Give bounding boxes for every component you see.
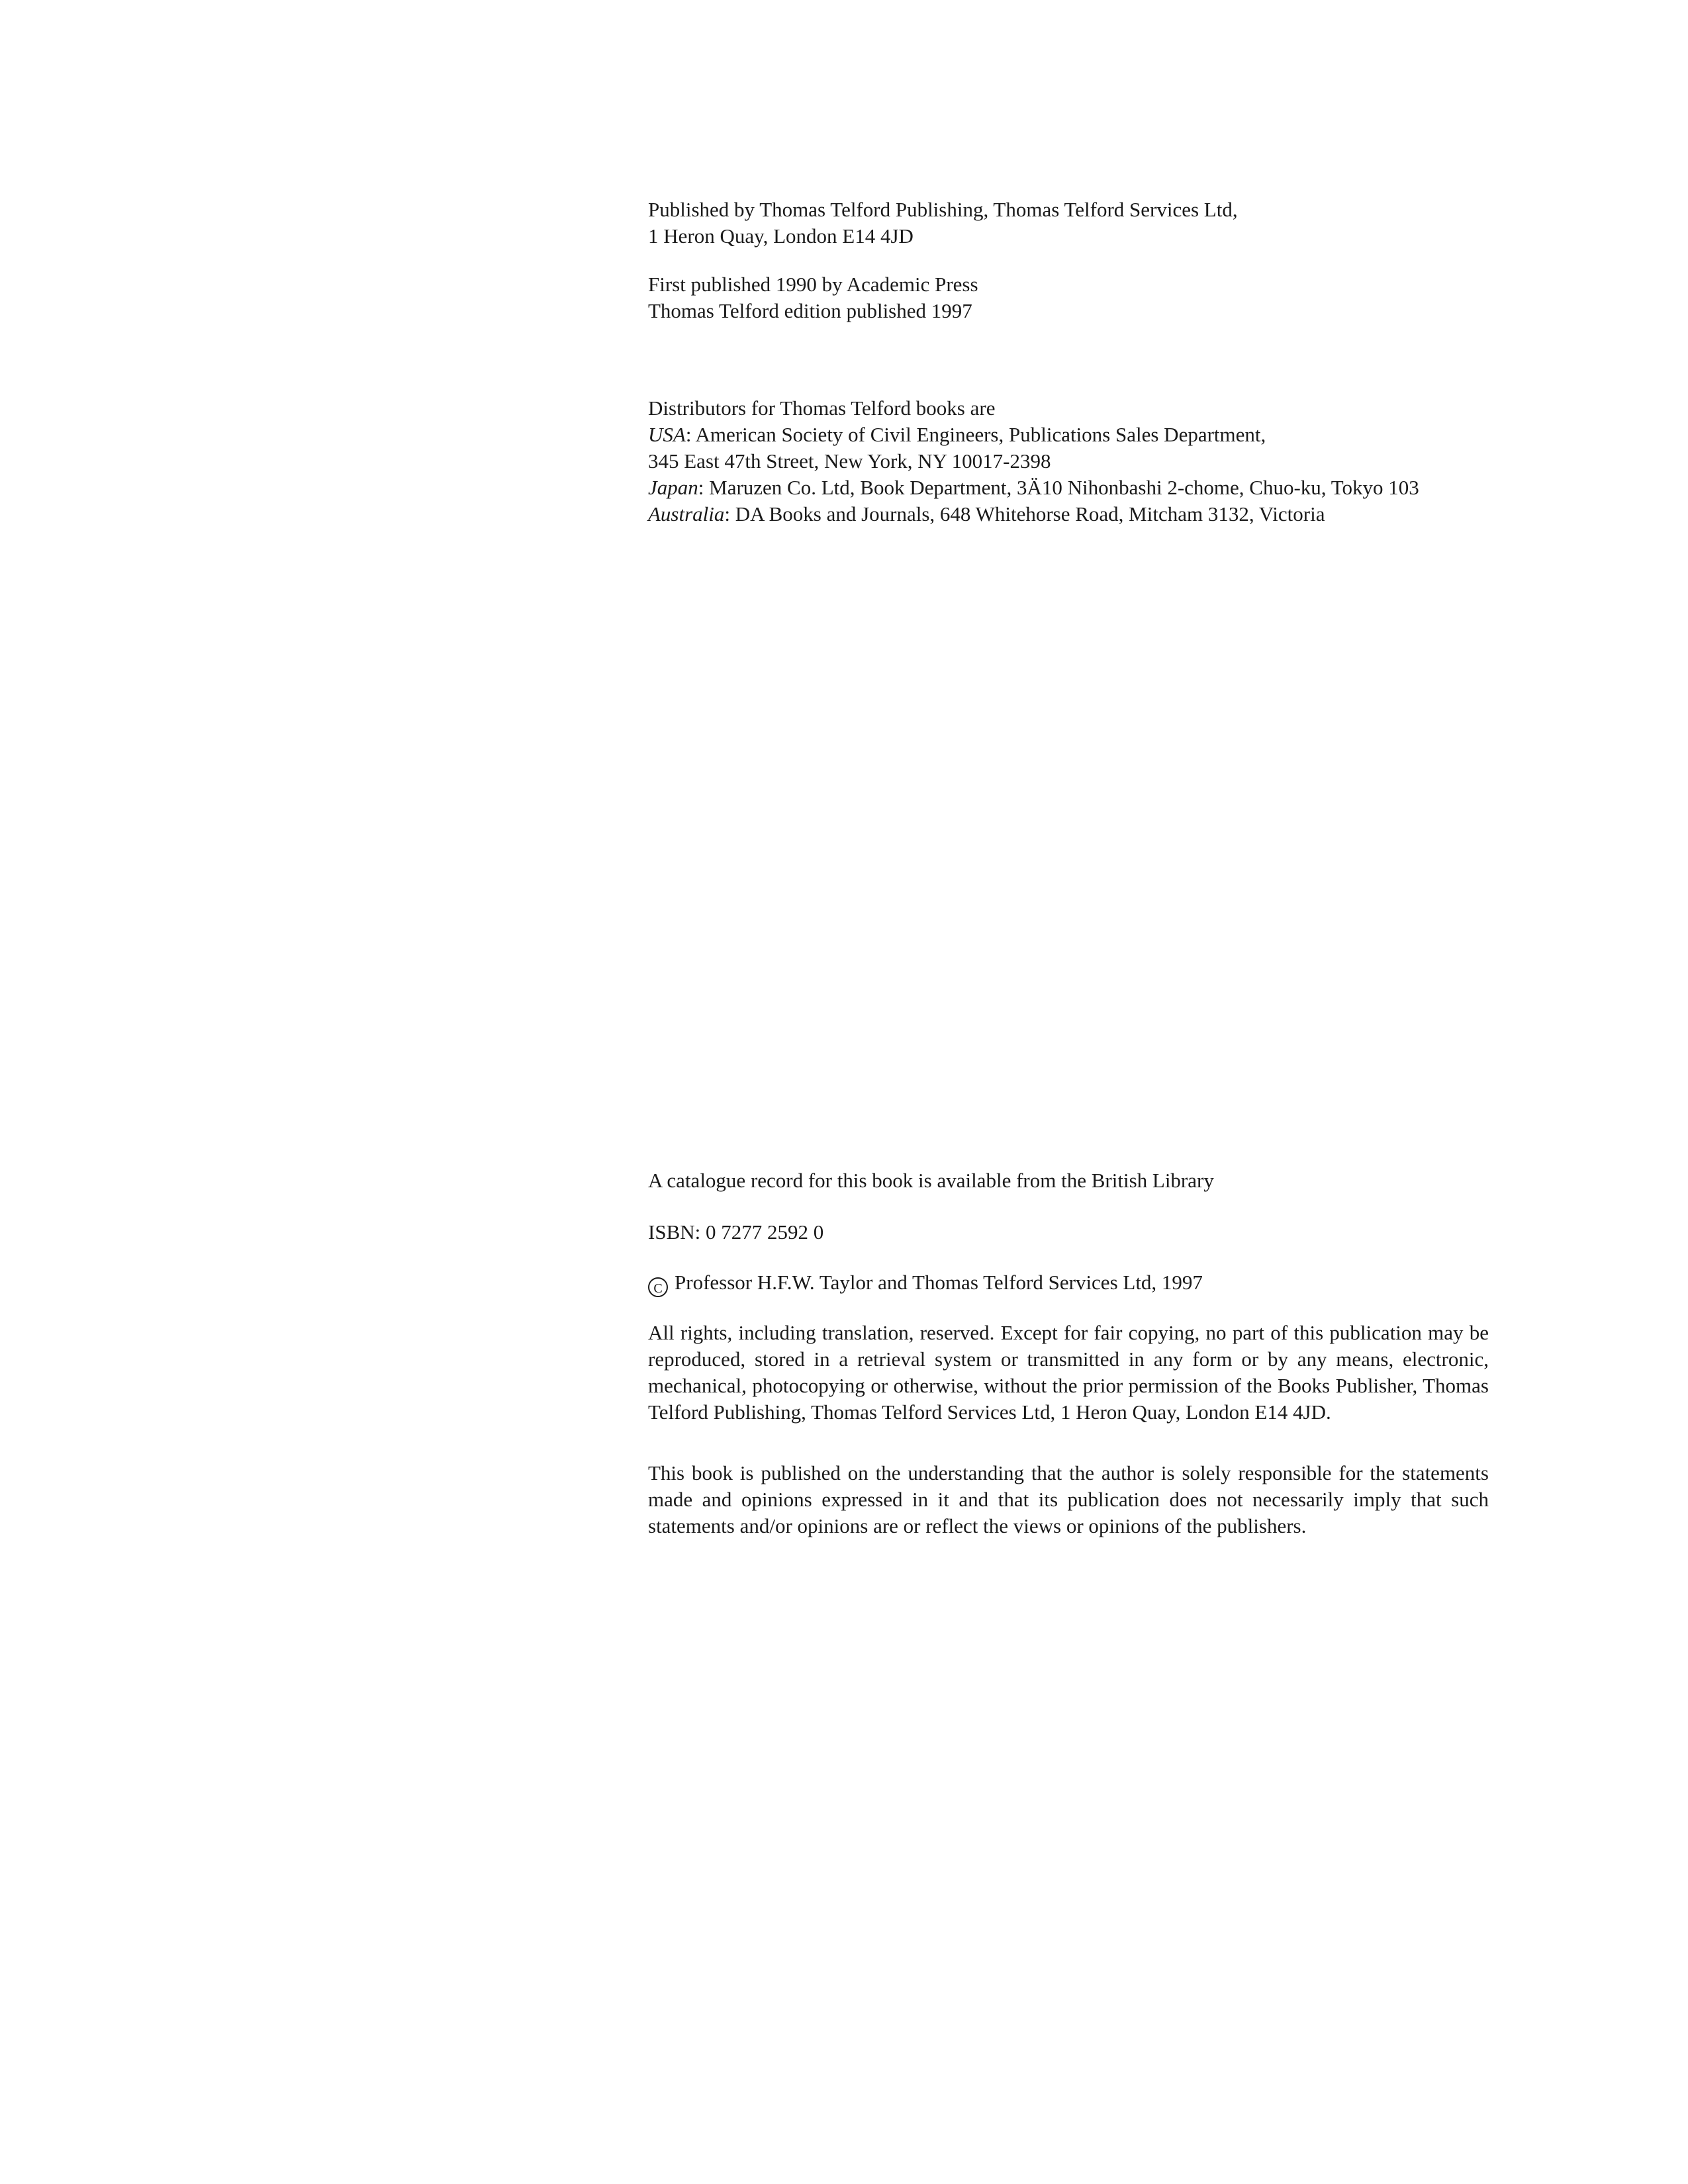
publisher-info: [648, 197, 1489, 250]
copyright-line: [648, 1269, 1489, 1297]
disclaimer-text: This book is published on the understanding that the author is solely responsible for the statements made and opinions expressed in it and that its publication does not necessarily imply that such statements and/or opinions are or reflect the views or opinions of the publishers.: [648, 1461, 1489, 1537]
distributor-japan: [648, 475, 1489, 501]
distributor-australia: [648, 501, 1489, 527]
copyright-notice: [648, 1269, 1489, 1297]
rights-notice-text: All rights, including translation, reserved. Except for fair copying, no part of this publication may be reproduced, stored in a retrieval system or transmitted in any form or by any means, electronic, mechanical, photocopying or otherwise, without the prior permission of the Books Publisher, Thomas Telford Publishing, Thomas Telford Services Ltd, 1 Heron Quay, London E14 4JD.: [648, 1321, 1489, 1424]
country-usa: USA: [648, 423, 686, 446]
distributor-usa-address: 345 East 47th Street, New York, NY 10017-2398: [648, 449, 1051, 473]
first-published: First published 1990 by Academic Press: [648, 273, 978, 296]
copyright-icon: C: [648, 1277, 668, 1297]
japan-text: : Maruzen Co. Ltd, Book Department, 3Ä10 Nihonbashi 2-chome, Chuo-ku, Tokyo 103: [698, 476, 1419, 499]
catalogue-record-text: A catalogue record for this book is available from the British Library: [648, 1169, 1214, 1192]
country-japan: Japan: [648, 476, 698, 499]
disclaimer: [648, 1460, 1489, 1539]
usa-text: : American Society of Civil Engineers, Publications Sales Department,: [685, 423, 1266, 446]
distributor-usa: [648, 422, 1489, 448]
country-australia: Australia: [648, 502, 725, 525]
australia-text: : DA Books and Journals, 648 Whitehorse Road, Mitcham 3132, Victoria: [724, 502, 1325, 525]
publisher-address: 1 Heron Quay, London E14 4JD: [648, 224, 914, 248]
catalogue-record: [648, 1167, 1489, 1194]
publisher-line: Published by Thomas Telford Publishing, Thomas Telford Services Ltd,: [648, 198, 1238, 221]
rights-notice: [648, 1320, 1489, 1426]
edition-info: [648, 271, 1489, 324]
isbn: [648, 1219, 1489, 1246]
edition-published: Thomas Telford edition published 1997: [648, 299, 972, 322]
distributors-info: [648, 395, 1489, 527]
copyright-text: Professor H.F.W. Taylor and Thomas Telford Services Ltd, 1997: [675, 1271, 1203, 1294]
distributors-heading: Distributors for Thomas Telford books are: [648, 396, 996, 420]
isbn-text: ISBN: 0 7277 2592 0: [648, 1220, 824, 1244]
